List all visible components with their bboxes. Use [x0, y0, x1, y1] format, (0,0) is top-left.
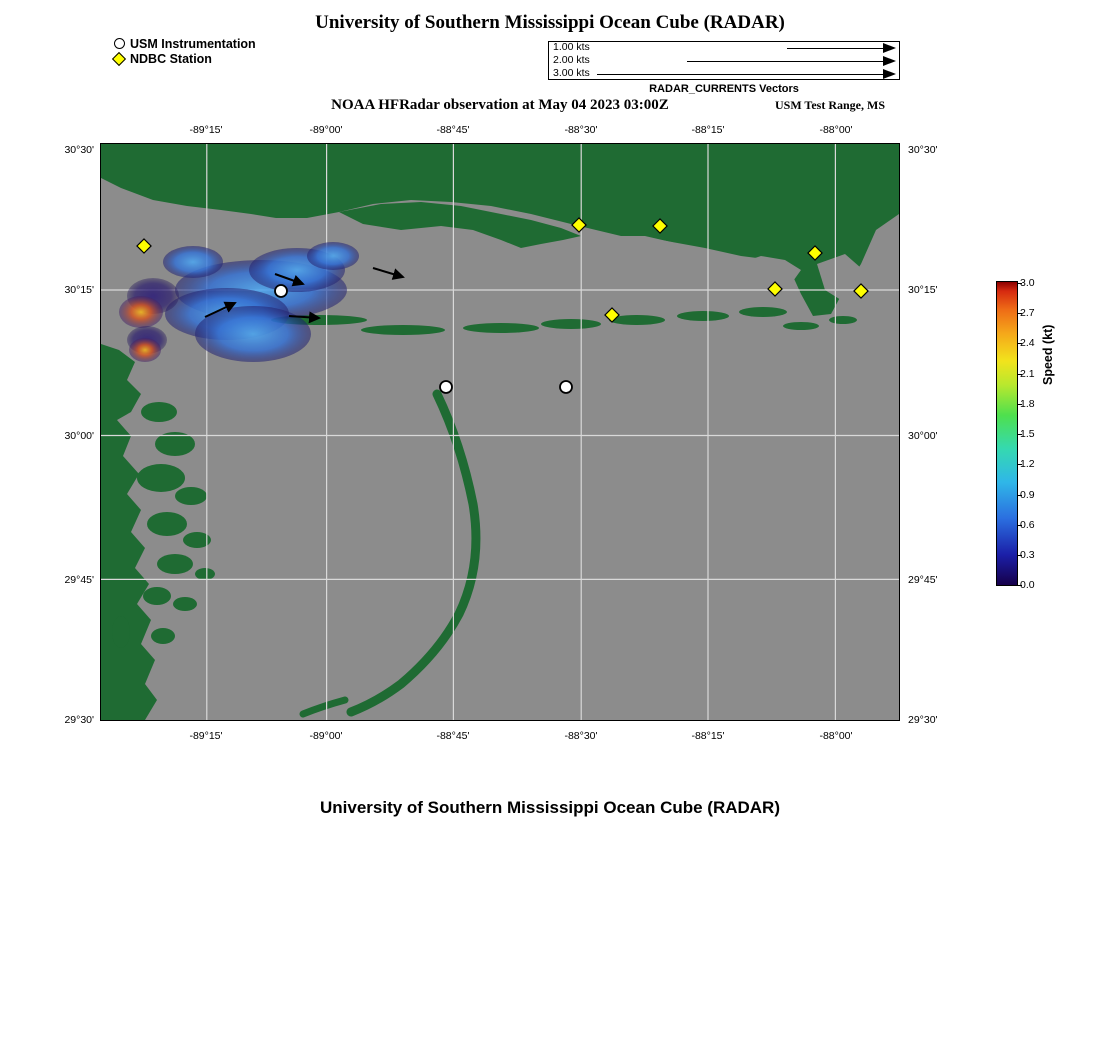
x-tick-top-5: -88°00'	[819, 124, 853, 136]
vector-key-arrow-3	[883, 69, 896, 79]
x-tick-top-2: -88°45'	[436, 124, 470, 136]
y-tick-left-1: 30°15'	[64, 284, 94, 296]
y-tick-left-3: 29°45'	[64, 574, 94, 586]
x-tick-top-0: -89°15'	[189, 124, 223, 136]
vector-key-line-3	[597, 74, 887, 75]
vector-scale-key	[548, 41, 900, 80]
vector-key-row-3	[549, 68, 899, 81]
y-tick-right-0: 30°30'	[908, 144, 938, 156]
x-tick-bottom-5: -88°00'	[819, 730, 853, 742]
vector-key-caption: RADAR_CURRENTS Vectors	[649, 83, 799, 95]
vector-key-label-3: 3.00 kts	[553, 67, 590, 79]
x-tick-bottom-1: -89°00'	[309, 730, 343, 742]
y-tick-right-4: 29°30'	[908, 714, 938, 726]
colorbar-tick-5: 1.5	[1020, 428, 1035, 440]
colorbar-tick-8: 0.6	[1020, 519, 1035, 531]
x-tick-bottom-3: -88°30'	[564, 730, 598, 742]
colorbar-tick-6: 1.2	[1020, 458, 1035, 470]
vector-key-label-1: 1.00 kts	[553, 41, 590, 53]
y-tick-left-0: 30°30'	[64, 144, 94, 156]
x-tick-top-4: -88°15'	[691, 124, 725, 136]
legend-label-usm: USM Instrumentation	[130, 36, 256, 51]
circle-marker-icon	[110, 36, 128, 51]
y-tick-left-4: 29°30'	[64, 714, 94, 726]
vector-key-row-1	[549, 42, 899, 55]
diamond-marker-icon	[110, 51, 128, 66]
colorbar-tick-10: 0.0	[1020, 579, 1035, 591]
map-legend	[110, 36, 256, 66]
colorbar-axis-label: Speed (kt)	[1041, 324, 1055, 385]
legend-label-ndbc: NDBC Station	[130, 51, 212, 66]
vector-key-arrow-1	[883, 43, 896, 53]
vector-key-line-1	[787, 48, 887, 49]
colorbar-tick-0: 3.0	[1020, 277, 1035, 289]
legend-item-usm-instrumentation	[110, 36, 256, 51]
legend-item-ndbc-station	[110, 51, 256, 66]
y-tick-left-2: 30°00'	[64, 430, 94, 442]
y-tick-right-3: 29°45'	[908, 574, 938, 586]
colorbar-tick-2: 2.4	[1020, 337, 1035, 349]
vector-key-arrow-2	[883, 56, 896, 66]
colorbar-tick-7: 0.9	[1020, 489, 1035, 501]
map-canvas[interactable]	[100, 143, 900, 721]
vector-key-row-2	[549, 55, 899, 68]
colorbar-tick-4: 1.8	[1020, 398, 1035, 410]
y-tick-right-2: 30°00'	[908, 430, 938, 442]
colorbar-tick-3: 2.1	[1020, 368, 1035, 380]
x-tick-bottom-2: -88°45'	[436, 730, 470, 742]
vector-key-line-2	[687, 61, 887, 62]
observation-title: NOAA HFRadar observation at May 04 2023 03:00Z	[331, 97, 669, 113]
y-tick-right-1: 30°15'	[908, 284, 938, 296]
colorbar-tick-1: 2.7	[1020, 307, 1035, 319]
colorbar-tick-9: 0.3	[1020, 549, 1035, 561]
x-tick-top-1: -89°00'	[309, 124, 343, 136]
speed-colorbar	[996, 281, 1018, 586]
x-tick-top-3: -88°30'	[564, 124, 598, 136]
footer-title: University of Southern Mississippi Ocean Cube (RADAR)	[319, 798, 780, 817]
page-title: University of Southern Mississippi Ocean Cube (RADAR)	[315, 12, 785, 33]
x-tick-bottom-4: -88°15'	[691, 730, 725, 742]
x-tick-bottom-0: -89°15'	[189, 730, 223, 742]
range-title: USM Test Range, MS	[774, 98, 885, 112]
vector-key-label-2: 2.00 kts	[553, 54, 590, 66]
